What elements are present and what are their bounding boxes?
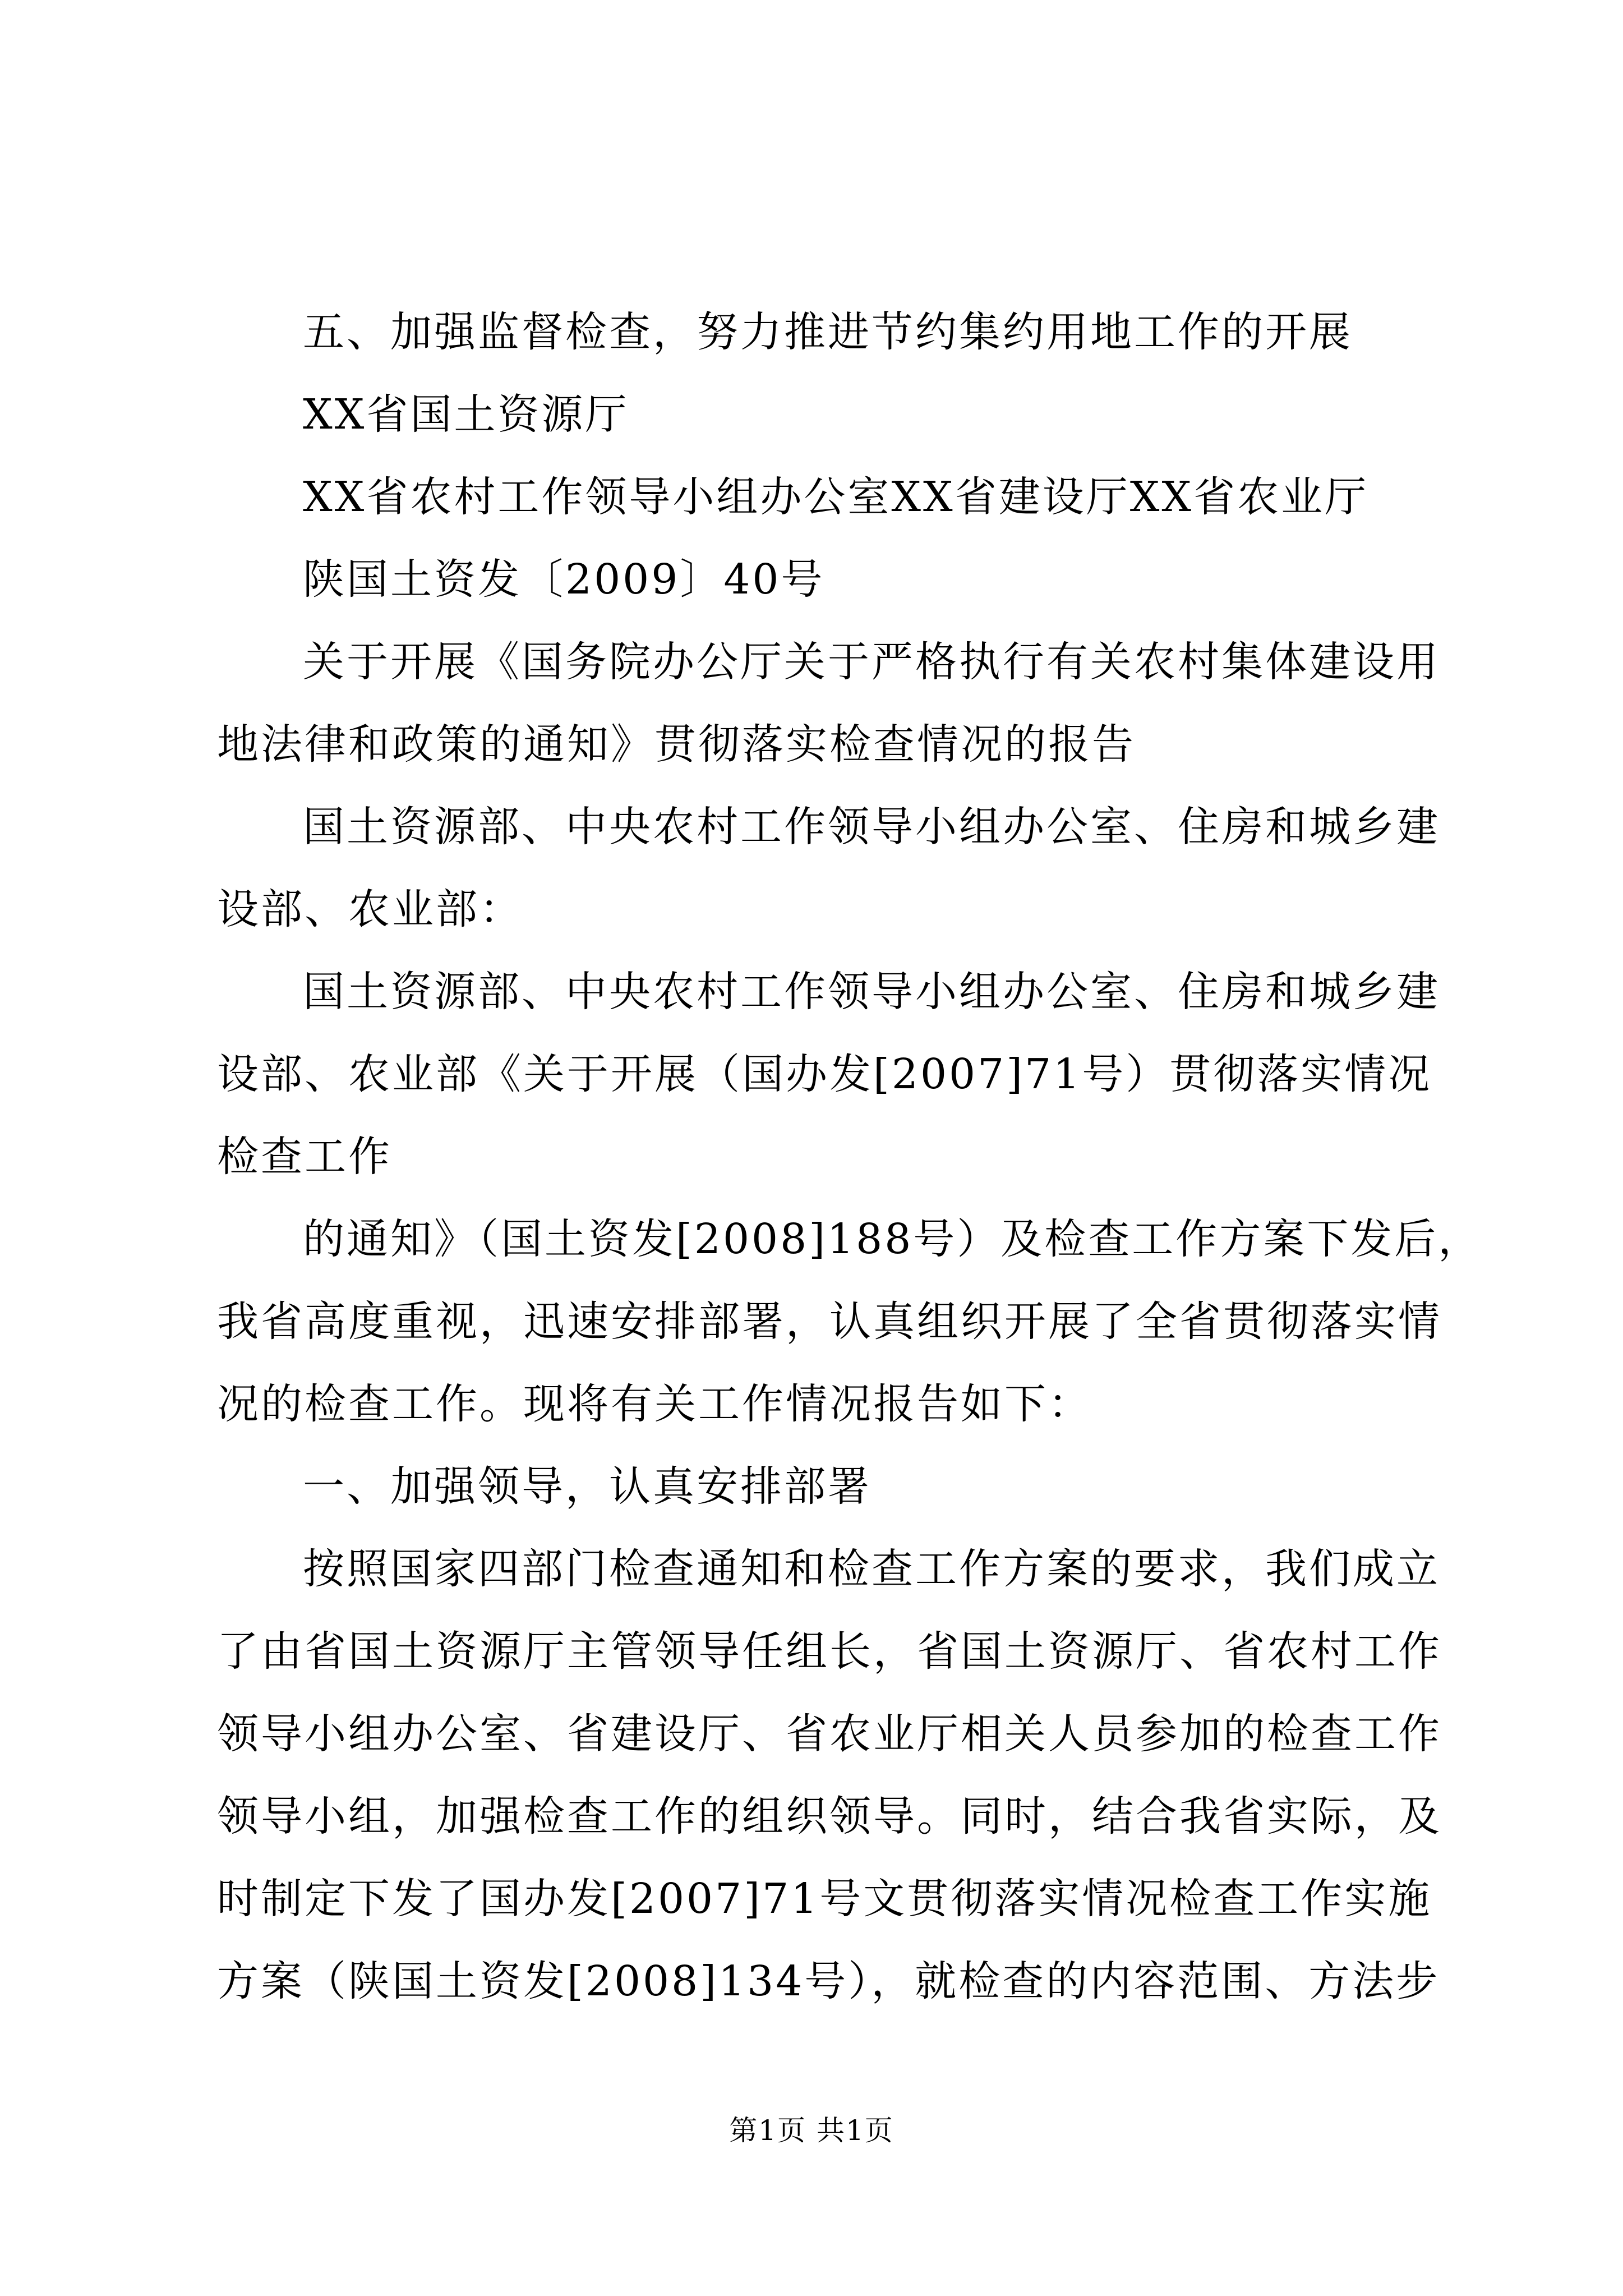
text-line: XX省农村工作领导小组办公室XX省建设厅XX省农业厅 bbox=[303, 473, 1369, 521]
page-number: 第1页 共1页 bbox=[729, 2114, 894, 2147]
text-line: 按照国家四部门检查通知和检查工作方案的要求，我们成立 bbox=[303, 1545, 1440, 1593]
text-line: 时制定下发了国办发[2007]71号文贯彻落实情况检查工作实施 bbox=[217, 1875, 1432, 1923]
text-line: XX省国土资源厅 bbox=[303, 390, 629, 439]
text-line: 方案（陕国土资发[2008]134号），就检查的内容范围、方法步 bbox=[217, 1957, 1440, 2005]
text-line: 五、加强监督检查，努力推进节约集约用地工作的开展 bbox=[303, 308, 1353, 356]
text-line: 领导小组，加强检查工作的组织领导。同时，结合我省实际，及 bbox=[217, 1792, 1442, 1841]
text-line: 地法律和政策的通知》贯彻落实检查情况的报告 bbox=[217, 720, 1136, 769]
text-line: 况的检查工作。现将有关工作情况报告如下： bbox=[217, 1380, 1092, 1428]
text-line: 检查工作 bbox=[217, 1133, 392, 1181]
text-line: 国土资源部、中央农村工作领导小组办公室、住房和城乡建 bbox=[303, 968, 1440, 1016]
text-line: 了由省国土资源厅主管领导任组长，省国土资源厅、省农村工作 bbox=[217, 1627, 1442, 1676]
text-line: 关于开展《国务院办公厅关于严格执行有关农村集体建设用 bbox=[303, 638, 1440, 686]
text-line: 我省高度重视，迅速安排部署，认真组织开展了全省贯彻落实情 bbox=[217, 1297, 1442, 1346]
text-line: 领导小组办公室、省建设厅、省农业厅相关人员参加的检查工作 bbox=[217, 1710, 1442, 1758]
text-line: 的通知》（国土资发[2008]188号）及检查工作方案下发后， bbox=[303, 1215, 1482, 1263]
text-line: 国土资源部、中央农村工作领导小组办公室、住房和城乡建 bbox=[303, 803, 1440, 851]
text-line: 设部、农业部： bbox=[217, 885, 523, 933]
text-line: 设部、农业部《关于开展（国办发[2007]71号）贯彻落实情况 bbox=[217, 1050, 1432, 1098]
text-line: 一、加强领导，认真安排部署 bbox=[303, 1462, 872, 1511]
text-line: 陕国土资发〔2009〕40号 bbox=[303, 555, 825, 604]
